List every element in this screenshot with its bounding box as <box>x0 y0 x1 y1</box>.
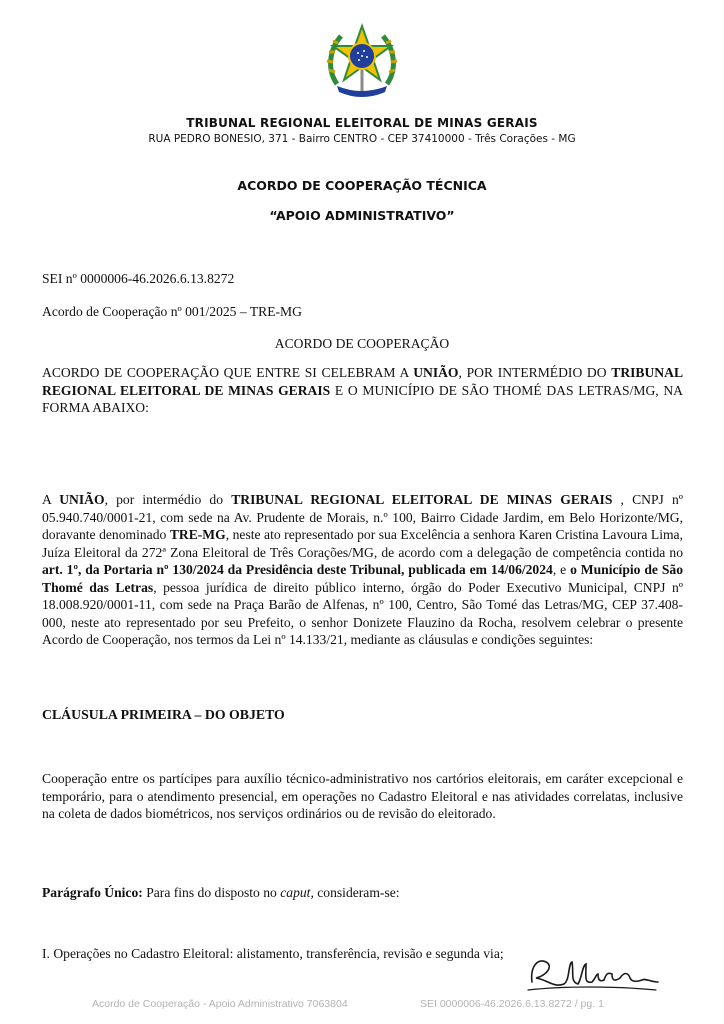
paragraph-unico: Parágrafo Único: Para fins do disposto no caput, consideram-se: <box>42 885 400 900</box>
agreement-number: Acordo de Cooperação nº 001/2025 – TRE-MG <box>42 304 302 319</box>
clause-title: CLÁUSULA PRIMEIRA – DO OBJETO <box>42 707 285 722</box>
org-address: RUA PEDRO BONESIO, 371 - Bairro CENTRO - CEP 37410000 - Três Corações - MG <box>148 133 576 145</box>
org-name: TRIBUNAL REGIONAL ELEITORAL DE MINAS GERAIS <box>186 116 538 130</box>
sei-number: SEI nº 0000006-46.2026.6.13.8272 <box>42 271 235 286</box>
document-subtitle: “APOIO ADMINISTRATIVO” <box>269 208 455 223</box>
item-one: I. Operações no Cadastro Eleitoral: alistamento, transferência, revisão e segunda via; <box>42 946 504 961</box>
brazil-coat-of-arms-icon <box>323 22 401 102</box>
document-title: ACORDO DE COOPERAÇÃO TÉCNICA <box>237 178 487 193</box>
parties-paragraph: A UNIÃO, por intermédio do TRIBUNAL REGIONAL ELEITORAL DE MINAS GERAIS , CNPJ nº 05.940.740/0001-21, com sede na Av. Prudente de Morais, n.º 100, Bairro Cidade Jardim, em Belo Horizonte/MG, doravante denominado TRE-MG, neste ato representado por sua Excelência a senhora Karen Cristina Lavoura Lima, Juíza Eleitoral da 272ª Zona Eleitoral de Três Corações/MG, de acordo com a delegação de competência contida no art. 1º, da Portaria nº 130/2024 da Presidência deste Tribunal, publicada em 14/06/2024, e o Município de São Thomé das Letras, pessoa jurídica de direito público interno, órgão do Poder Executivo Municipal, CNPJ nº 18.008.920/0001-11, com sede na Praça Barão de Alfenas, nº 100, Centro, São Tomé das Letras/MG, CEP 37.408-000, neste ato representado por seu Prefeito, o senhor Donizete Flauzino da Rocha, resolvem celebrar o presente Acordo de Cooperação, nos termos da Lei nº 14.133/21, mediante as cláusulas e condições seguintes: <box>42 492 684 647</box>
footer-document-name: Acordo de Cooperação - Apoio Administrativo 7063804 <box>92 998 348 1010</box>
footer-page-ref: SEI 0000006-46.2026.6.13.8272 / pg. 1 <box>420 998 604 1010</box>
agreement-label: ACORDO DE COOPERAÇÃO <box>274 336 450 351</box>
preamble-paragraph: ACORDO DE COOPERAÇÃO QUE ENTRE SI CELEBRAM A UNIÃO, POR INTERMÉDIO DO TRIBUNAL REGIONAL ELEITORAL DE MINAS GERAIS E O MUNICÍPIO DE SÃO THOMÉ DAS LETRAS/MG, NA FORMA ABAIXO: <box>42 365 684 415</box>
clause-text: Cooperação entre os partícipes para auxílio técnico-administrativo nos cartórios eleitorais, em caráter excepcional e temporário, para o atendimento presencial, em operações no Cadastro Eleitoral e nas atividades correlatas, inclusive na coleta de dados biométricos, nos serviços ordinários ou de revisão do eleitorado. <box>42 771 683 821</box>
signature-icon <box>524 952 664 994</box>
